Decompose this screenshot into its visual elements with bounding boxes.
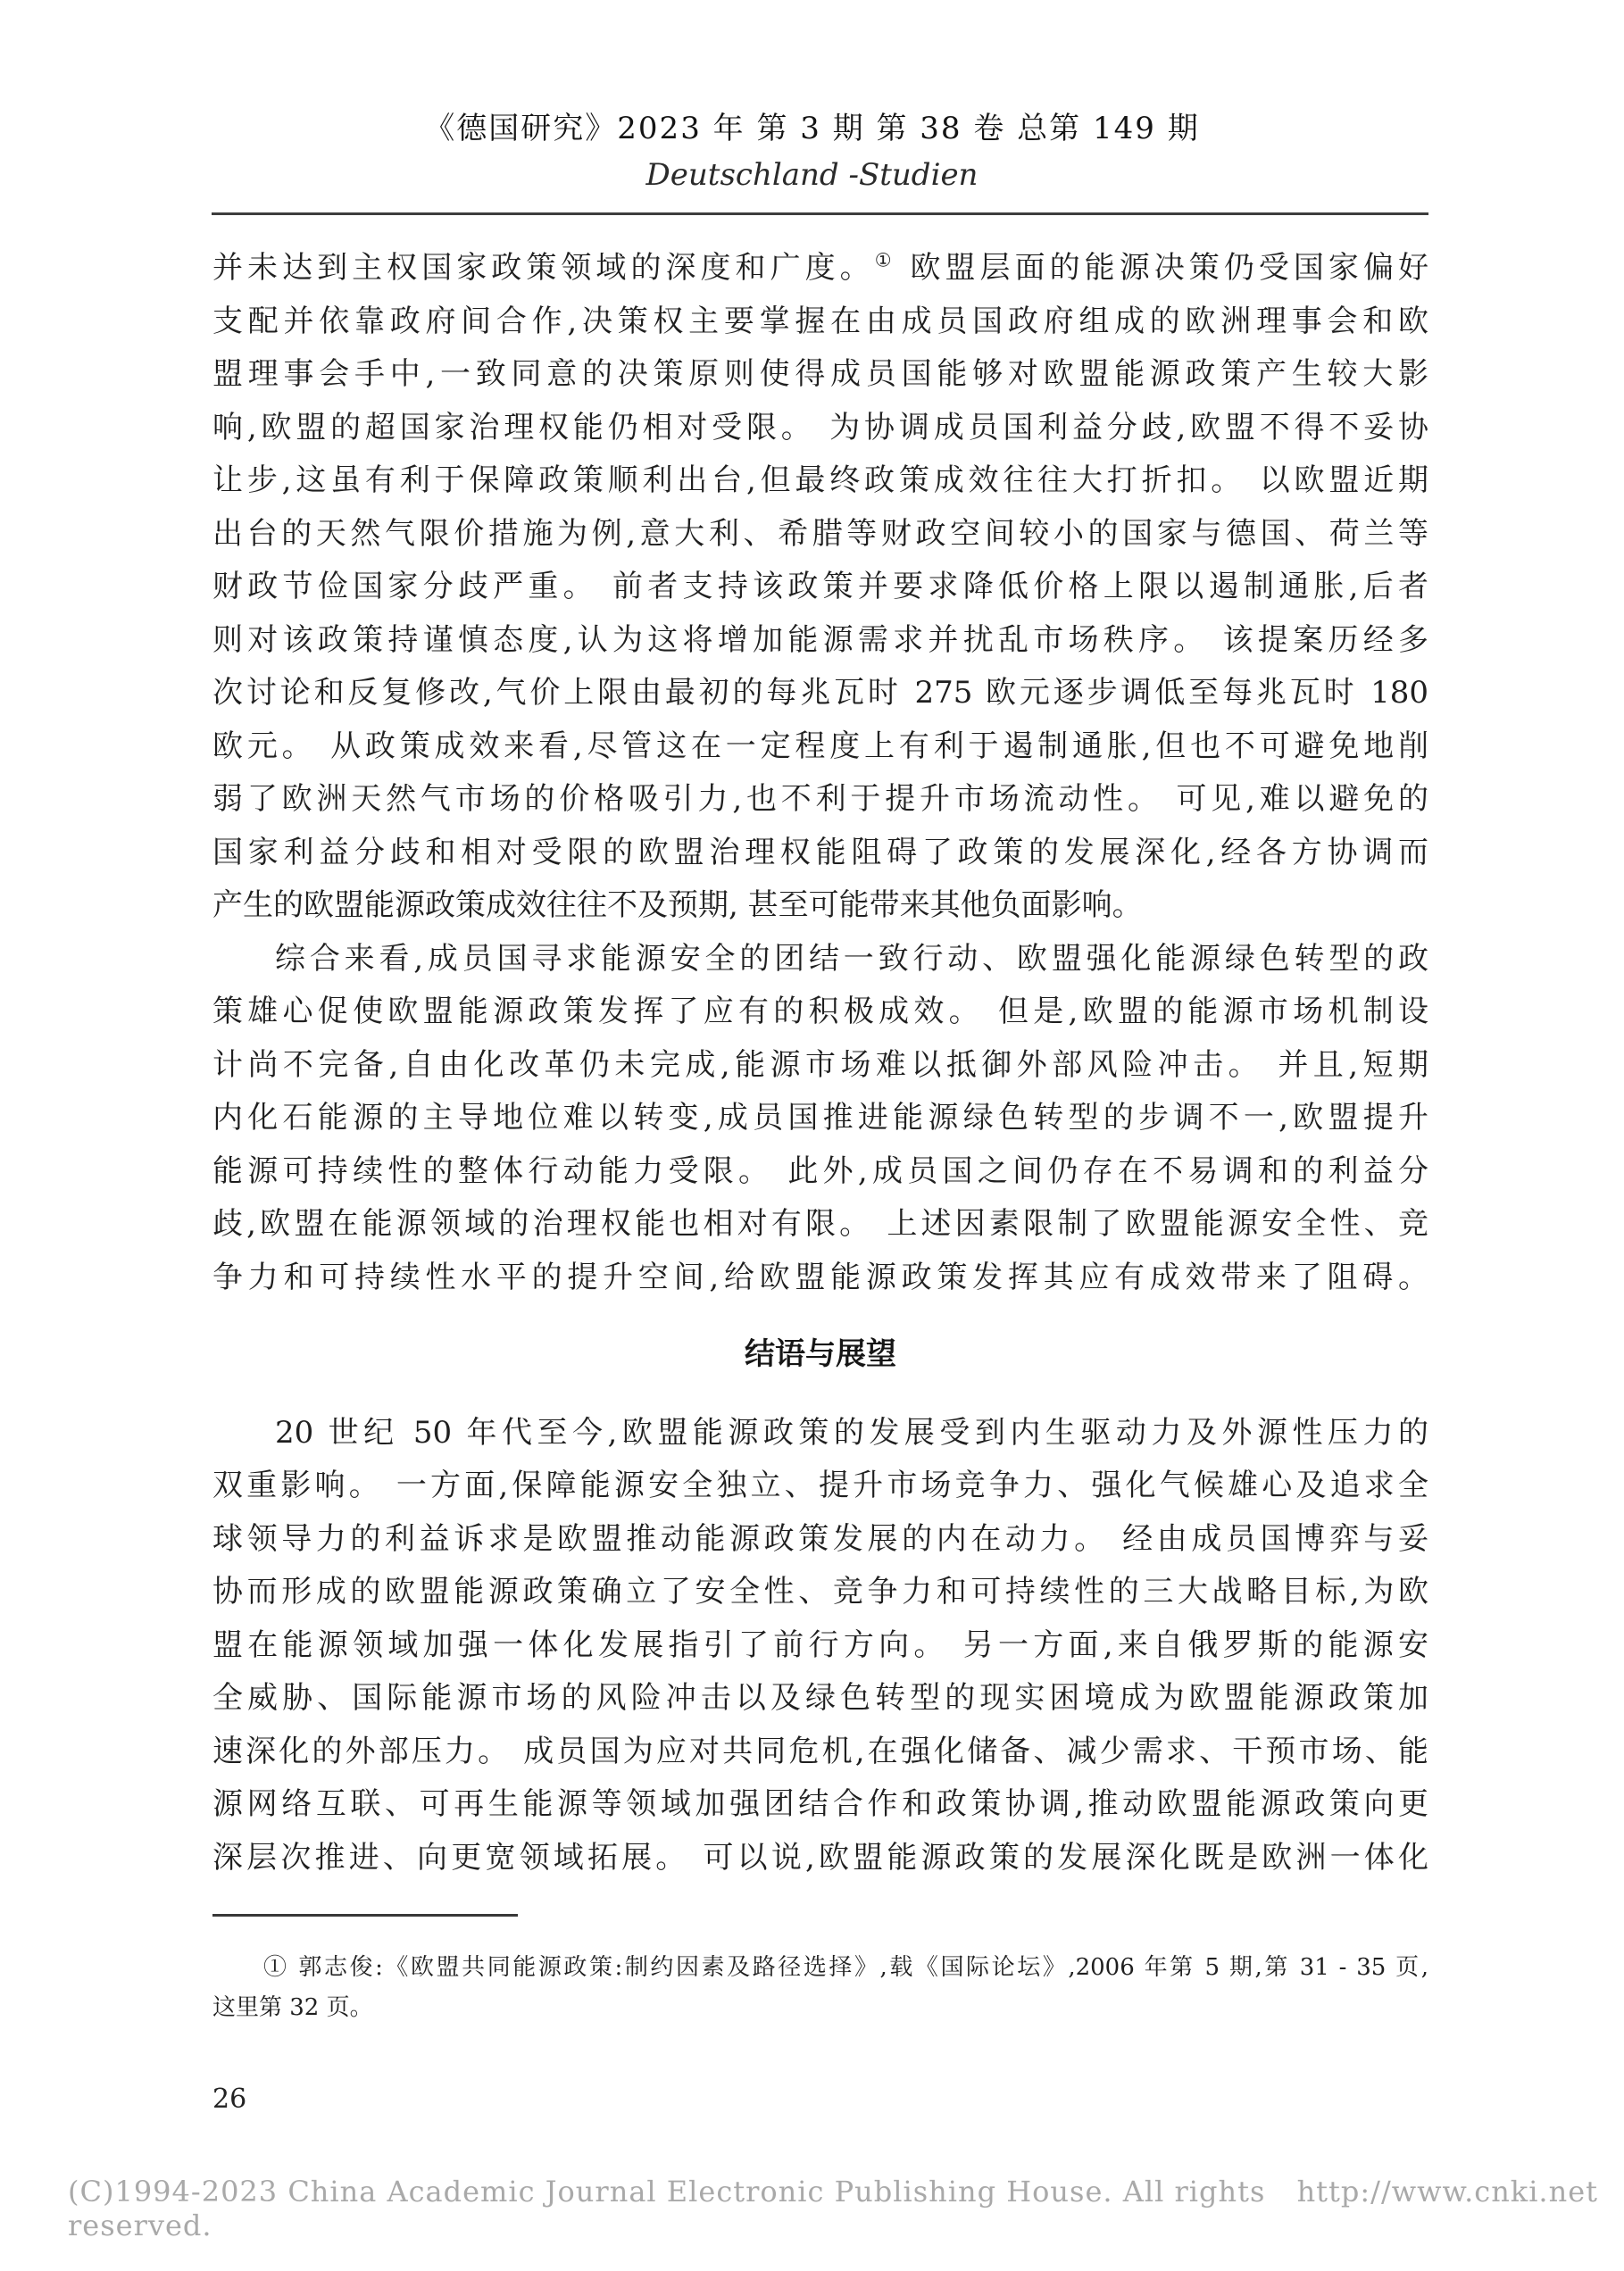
text-line: 国家利益分歧和相对受限的欧盟治理权能阻碍了政策的发展深化,经各方协调而: [212, 834, 1428, 870]
text-line: 出台的天然气限价措施为例,意大利、希腊等财政空间较小的国家与德国、荷兰等: [212, 515, 1428, 552]
paragraph-2: [212, 933, 1428, 1305]
text-line: 内化石能源的主导地位难以转变,成员国推进能源绿色转型的步调不一,欧盟提升: [212, 1100, 1428, 1136]
text-line: 双重影响。 一方面,保障能源安全独立、提升市场竞争力、强化气候雄心及追求全: [212, 1468, 1428, 1503]
text-line: 盟在能源领域加强一体化发展指引了前行方向。 另一方面,来自俄罗斯的能源安: [212, 1626, 1428, 1663]
text-line: 支配并依靠政府间合作,决策权主要掌握在由成员国政府组成的欧洲理事会和欧: [212, 303, 1428, 339]
text-line: 财政节俭国家分歧严重。 前者支持该政策并要求降低价格上限以遏制通胀,后者: [212, 569, 1428, 604]
text-line: 全威胁、国际能源市场的风险冲击以及绿色转型的现实困境成为欧盟能源政策加: [212, 1680, 1428, 1716]
text-line: 则对该政策持谨慎态度,认为这将增加能源需求并扰乱市场秩序。 该提案历经多: [212, 621, 1428, 658]
text-line: 这里第 32 页。: [212, 1994, 373, 2021]
text-line: 球领导力的利益诉求是欧盟推动能源政策发展的内在动力。 经由成员国博弈与妥: [212, 1520, 1428, 1557]
text-line: 深层次推进、向更宽领域拓展。 可以说,欧盟能源政策的发展深化既是欧洲一体化: [212, 1839, 1428, 1876]
text-line: 并未达到主权国家政策领域的深度和广度。① 欧盟层面的能源决策仍受国家偏好: [212, 248, 1428, 286]
text-line: 次讨论和反复修改,气价上限由最初的每兆瓦时 275 欧元逐步调低至每兆瓦时 180: [212, 675, 1428, 711]
footnote-ref-mark: ①: [874, 248, 896, 271]
article-content: [212, 242, 1428, 1884]
journal-header-chinese: 《德国研究》2023 年 第 3 期 第 38 卷 总第 149 期: [424, 111, 1200, 146]
text-line: 源网络互联、可再生能源等领域加强团结合作和政策协调,推动欧盟能源政策向更: [212, 1786, 1428, 1822]
header-rule: [212, 212, 1428, 215]
text-line: 20 世纪 50 年代至今,欧盟能源政策的发展受到内生驱动力及外源性压力的: [275, 1414, 1428, 1451]
page-number: 26: [212, 2084, 247, 2115]
text-line: 速深化的外部压力。 成员国为应对共同危机,在强化储备、减少需求、干预市场、能: [212, 1733, 1428, 1769]
journal-header-german: Deutschland -Studien: [645, 157, 979, 193]
copyright-text: (C)1994-2023 China Academic Journal Electronic Publishing House. All rights reserved.: [68, 2175, 1266, 2242]
text-line: 欧元。 从政策成效来看,尽管这在一定程度上有利于遏制通胀,但也不可避免地削: [212, 728, 1428, 764]
text-line: ① 郭志俊:《欧盟共同能源政策:制约因素及路径选择》,载《国际论坛》,2006 年第 5 期,第 31 - 35 页,: [263, 1954, 1429, 1981]
cnki-footer: [68, 2175, 1598, 2242]
text-line: 响,欧盟的超国家治理权能仍相对受限。 为协调成员国利益分歧,欧盟不得不妥协: [212, 409, 1428, 445]
section-heading: 结语与展望: [745, 1336, 896, 1372]
text-line: 策雄心促使欧盟能源政策发挥了应有的积极成效。 但是,欧盟的能源市场机制设: [212, 994, 1428, 1029]
text-line: 让步,这虽有利于保障政策顺利出台,但最终政策成效往往大打折扣。 以欧盟近期: [212, 462, 1428, 498]
footnote-separator: [212, 1914, 518, 1917]
paragraph-3: [212, 1407, 1428, 1885]
text-line: 计尚不完备,自由化改革仍未完成,能源市场难以抵御外部风险冲击。 并且,短期: [212, 1046, 1428, 1083]
text-line: 歧,欧盟在能源领域的治理权能也相对有限。 上述因素限制了欧盟能源安全性、竞: [212, 1206, 1428, 1242]
text-line: 协而形成的欧盟能源政策确立了安全性、竞争力和可持续性的三大战略目标,为欧: [212, 1574, 1428, 1610]
paragraph-1: [212, 242, 1428, 933]
text-line: 争力和可持续性水平的提升空间,给欧盟能源政策发挥其应有成效带来了阻碍。: [212, 1259, 1428, 1295]
text-line: 综合来看,成员国寻求能源安全的团结一致行动、欧盟强化能源绿色转型的政: [275, 940, 1428, 977]
text-line: 弱了欧洲天然气市场的价格吸引力,也不利于提升市场流动性。 可见,难以避免的: [212, 781, 1428, 817]
text-line: 能源可持续性的整体行动能力受限。 此外,成员国之间仍存在不易调和的利益分: [212, 1152, 1428, 1189]
text-line: 盟理事会手中,一致同意的决策原则使得成员国能够对欧盟能源政策产生较大影: [212, 356, 1428, 392]
cnki-url: http://www.cnki.net: [1296, 2175, 1598, 2209]
text-line: 产生的欧盟能源政策成效往往不及预期, 甚至可能带来其他负面影响。: [212, 887, 1143, 923]
footnote: [212, 1948, 1428, 2028]
